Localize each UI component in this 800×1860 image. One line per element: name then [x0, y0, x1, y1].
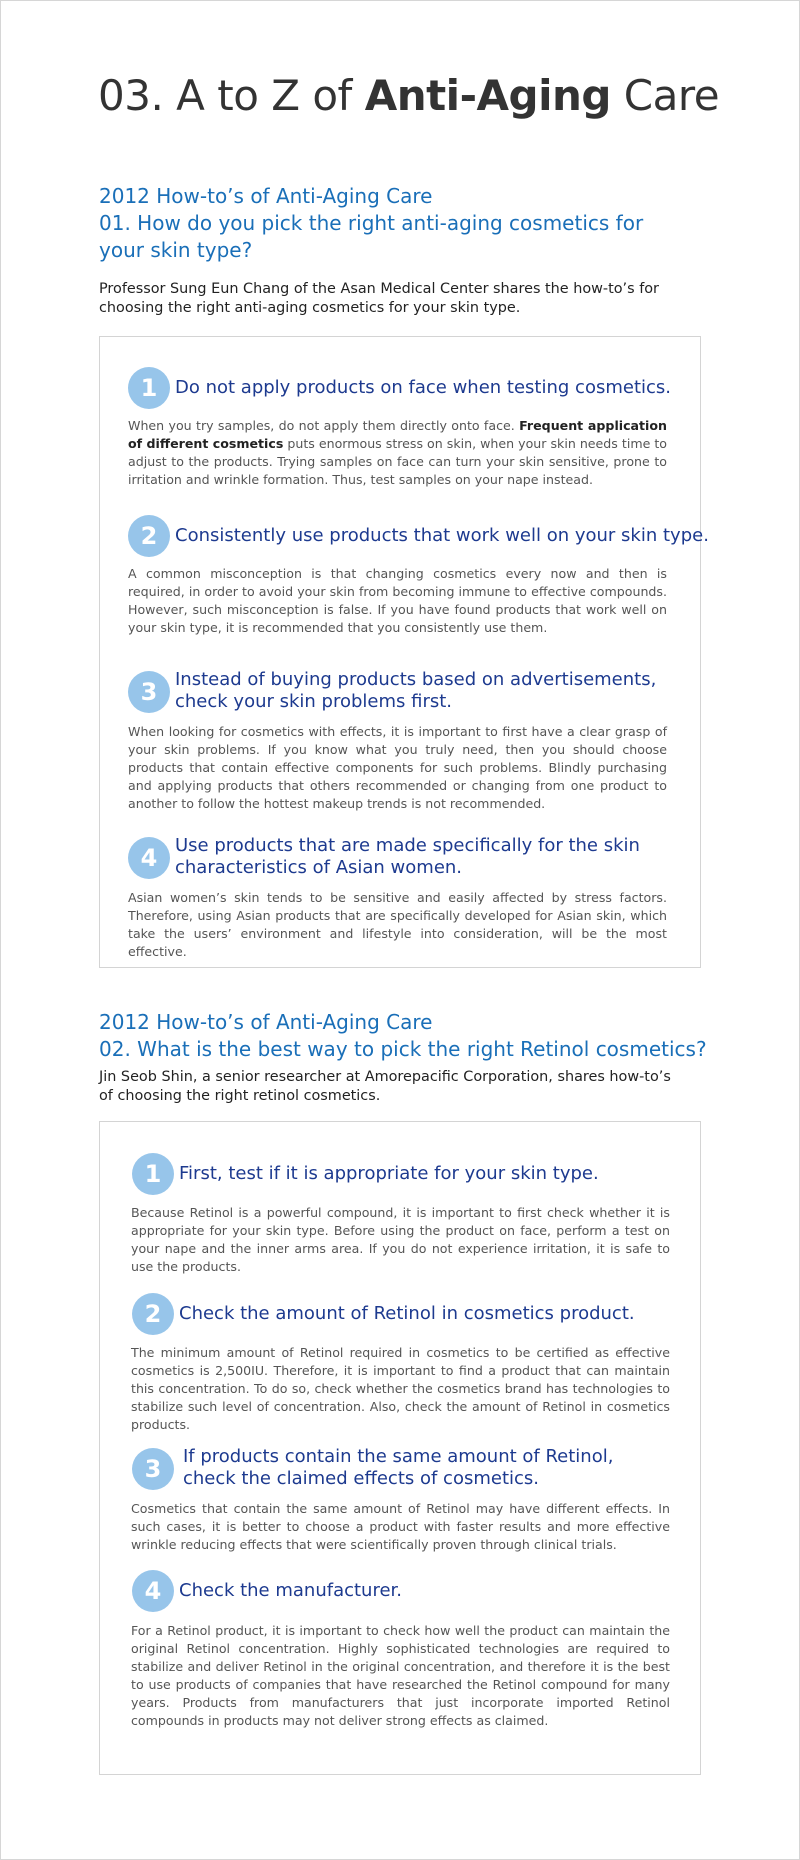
tip-title [179, 1580, 402, 1602]
tip-title-line1: Instead of buying products based on advertisements, [175, 669, 657, 690]
tip-title-line1: Check the manufacturer. [179, 1580, 403, 1601]
section-1-question-line1: 01. How do you pick the right anti-aging cosmetics for [99, 211, 644, 235]
section-2-intro: Jin Seob Shin, a senior researcher at Amorepacific Corporation, shares how-to’s of choosing the right retinol cosmetics. [99, 1069, 671, 1104]
tip-body-text: When you try samples, do not apply them directly onto face. [128, 418, 520, 433]
page-title-bold: Anti-Aging [364, 71, 611, 120]
tip-title-line1: Use products that are made specifically for the skin [175, 835, 640, 856]
tip-title-line1: First, test if it is appropriate for your skin type. [179, 1163, 599, 1184]
section-1-kicker: 2012 How-to’s of Anti-Aging Care [99, 184, 433, 208]
section-2-kicker: 2012 How-to’s of Anti-Aging Care [99, 1010, 433, 1034]
section-2-question-line1: 02. What is the best way to pick the right Retinol cosmetics? [99, 1037, 707, 1061]
number-badge: 1 [128, 367, 170, 409]
section-1-heading [99, 183, 719, 264]
number-badge: 3 [128, 671, 170, 713]
tip-body: When looking for cosmetics with effects, it is important to first have a clear grasp of your skin problems. If you know what you truly need, then you should choose products that contain effective components for such problems. Blindly purchasing and applying products that others recommended or changing from one product to another to follow the hottest makeup trends is not recommended. [128, 724, 667, 811]
page-title-prefix: 03. A to Z of [98, 71, 365, 120]
tip-body: Cosmetics that contain the same amount of Retinol may have different effects. In such cases, it is better to choose a product with faster results and more effective wrinkle reducing effects that were scientifically proven through clinical trials. [131, 1501, 670, 1552]
section-1-question-line2: your skin type? [99, 238, 253, 262]
number-badge: 3 [132, 1448, 174, 1490]
tip-body: Asian women’s skin tends to be sensitive and easily affected by stress factors. Therefore, using Asian products that are specifically developed for Asian skin, which take the users’ environment and lifestyle into consideration, will be the most effective. [128, 890, 667, 959]
tip-title-line1: Do not apply products on face when testing cosmetics. [175, 377, 671, 398]
tip-body: For a Retinol product, it is important to check how well the product can maintain the original Retinol concentration. Highly sophisticated technologies are required to stabilize and deliver Retinol in the original concentration, and therefore it is the best to use products of companies that have researched the Retinol compound for many years. Products from manufacturers that just incorporate imported Retinol compounds in products may not deliver strong effects as claimed. [131, 1623, 670, 1728]
number-badge: 4 [128, 837, 170, 879]
tip-title [175, 669, 656, 713]
tip-body: A common misconception is that changing cosmetics every now and then is required, in order to avoid your skin from becoming immune to effective compounds. However, such misconception is false. If you have found products that work well on your skin type, it is recommended that you consistently use them. [128, 566, 667, 635]
tip-title-line2: check your skin problems first. [175, 691, 453, 712]
tip-title-line1: If products contain the same amount of Retinol, [183, 1446, 614, 1467]
number-badge: 2 [128, 515, 170, 557]
tip-body-text: puts enormous stress on skin, when your skin needs time to adjust to the products. Trying samples on face can turn your skin sensitive, prone to irritation and wrinkle formation. Thus, test samples on your nape instead. [128, 436, 667, 487]
tip-title [183, 1446, 613, 1490]
tip-title-line1: Consistently use products that work well on your skin type. [175, 525, 709, 546]
tip-title-line1: Check the amount of Retinol in cosmetics product. [179, 1303, 635, 1324]
tip-title-line2: check the claimed effects of cosmetics. [183, 1468, 539, 1489]
tip-title [175, 525, 709, 547]
number-badge: 4 [132, 1570, 174, 1612]
section-1-intro: Professor Sung Eun Chang of the Asan Medical Center shares the how-to’s for choosing the right anti-aging cosmetics for your skin type. [99, 281, 659, 316]
tip-title [175, 377, 671, 399]
section-1-tips-box [99, 336, 709, 968]
tip-title-line2: characteristics of Asian women. [175, 857, 463, 878]
section-2-tips-box [99, 1121, 701, 1775]
tip-body-emphasis: Frequent application of different cosmetics [128, 418, 667, 451]
tip-title [175, 835, 640, 879]
page-title [98, 70, 719, 122]
section-2-heading [99, 1009, 719, 1063]
tip-body [128, 417, 667, 489]
tip-title [179, 1303, 635, 1325]
tip-body: The minimum amount of Retinol required in cosmetics to be certified as effective cosmetics is 2,500IU. Therefore, it is important to find a product that can maintain this concentration. To do so, check whether the cosmetics brand has technologies to stabilize such level of concentration. Also, check the amount of Retinol in cosmetics products. [131, 1345, 670, 1432]
tip-body: Because Retinol is a powerful compound, it is important to first check whether it is appropriate for your skin type. Before using the product on face, perform a test on your nape and the inner arms area. If you do not experience irritation, it is safe to use the products. [131, 1205, 670, 1274]
number-badge: 1 [132, 1153, 174, 1195]
page-title-suffix: Care [610, 71, 720, 120]
tip-title [179, 1163, 599, 1185]
number-badge: 2 [132, 1293, 174, 1335]
